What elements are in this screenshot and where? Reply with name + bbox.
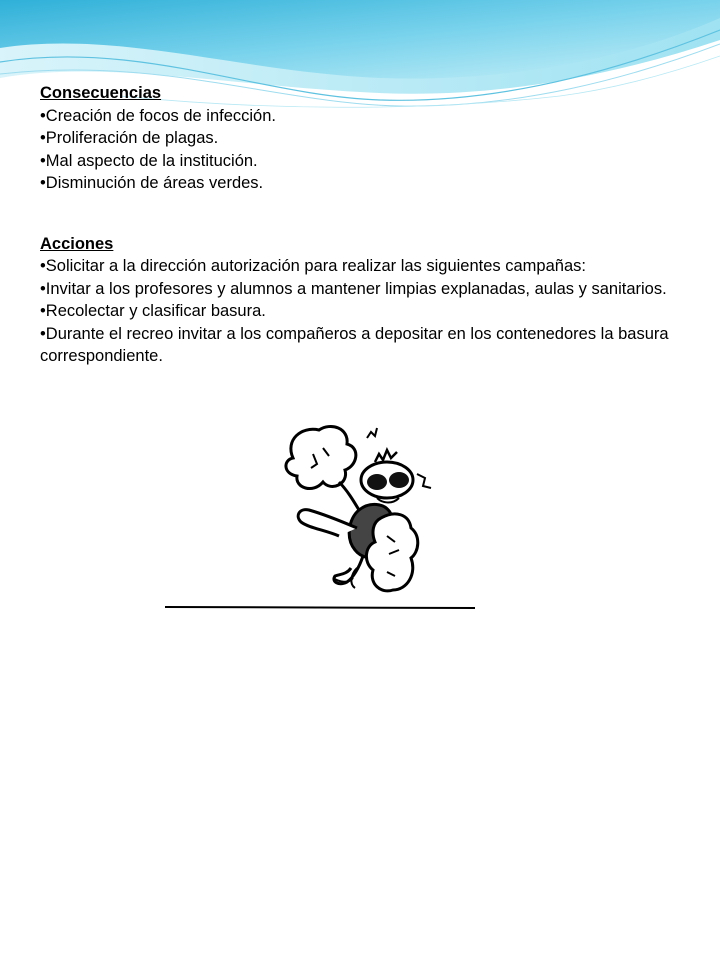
action-item: •Recolectar y clasificar basura.	[40, 302, 266, 320]
slide-content	[40, 82, 700, 368]
consequences-title: Consecuencias	[40, 84, 162, 102]
consequence-item: •Disminución de áreas verdes.	[40, 174, 264, 192]
action-item: •Durante el recreo invitar a los compañeros a depositar en los contenedores la basura correspondiente.	[40, 324, 669, 365]
trash-cartoon-icon	[163, 418, 479, 614]
consequences-section	[40, 82, 700, 195]
actions-title: Acciones	[40, 234, 114, 253]
actions-section	[40, 233, 700, 368]
action-item: •Solicitar a la dirección autorización para realizar las siguientes campañas:	[40, 257, 586, 275]
action-item: •Invitar a los profesores y alumnos a mantener limpias explanadas, aulas y sanitarios.	[40, 279, 667, 298]
consequence-item: •Proliferación de plagas.	[40, 129, 219, 147]
consequence-item: •Creación de focos de infección.	[40, 106, 276, 125]
consequence-item: •Mal aspecto de la institución.	[40, 151, 258, 170]
